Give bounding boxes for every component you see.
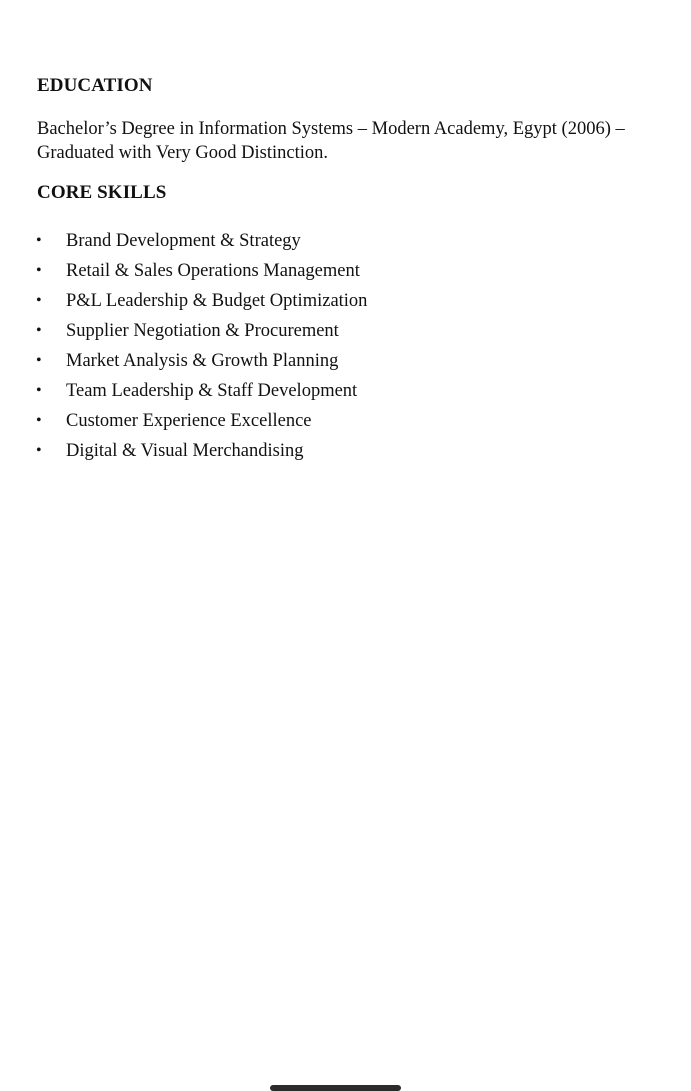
education-heading: EDUCATION — [37, 75, 153, 96]
home-indicator[interactable] — [270, 1085, 401, 1091]
skill-label: Brand Development & Strategy — [66, 231, 301, 251]
skill-label: Digital & Visual Merchandising — [66, 441, 304, 461]
skill-label: Customer Experience Excellence — [66, 411, 312, 431]
skill-label: Supplier Negotiation & Procurement — [66, 321, 339, 341]
bullet-icon: • — [36, 352, 42, 369]
education-line-1: Bachelor’s Degree in Information Systems – Modern Academy, Egypt (2006) – — [37, 119, 625, 139]
education-entry — [37, 117, 657, 165]
bullet-icon: • — [36, 232, 42, 249]
bullet-icon: • — [36, 262, 42, 279]
bullet-icon: • — [36, 412, 42, 429]
skill-label: Retail & Sales Operations Management — [66, 261, 360, 281]
bullet-icon: • — [36, 292, 42, 309]
skill-label: Team Leadership & Staff Development — [66, 381, 358, 401]
bullet-icon: • — [36, 442, 42, 459]
bullet-icon: • — [36, 322, 42, 339]
core-skills-heading: CORE SKILLS — [37, 182, 167, 203]
bullet-icon: • — [36, 382, 42, 399]
skill-label: Market Analysis & Growth Planning — [66, 351, 339, 371]
skill-label: P&L Leadership & Budget Optimization — [66, 291, 368, 311]
education-line-2: Graduated with Very Good Distinction. — [37, 143, 328, 163]
